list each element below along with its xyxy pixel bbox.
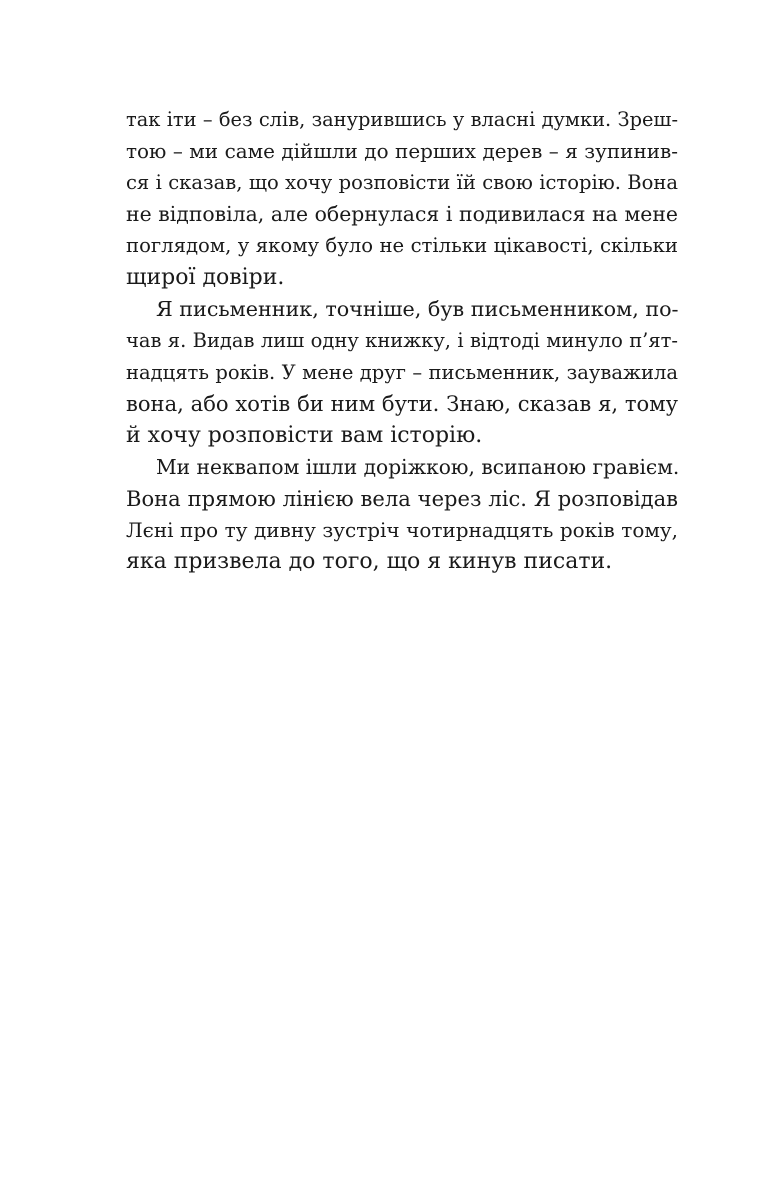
text-line: чав я. Видав лиш одну книжку, і відтоді минуло п’ят-	[126, 329, 678, 353]
text-line: Вона прямою лінією вела через ліс. Я розповідав	[126, 486, 678, 512]
text-line: Ми неквапом ішли доріжкою, всипаною гравієм.	[156, 454, 680, 479]
text-line: й хочу розповісти вам історію.	[126, 422, 483, 448]
text-line: надцять років. У мене друг – письменник, зауважила	[126, 360, 678, 384]
text-line: не відповіла, але обернулася і подивилася на мене	[126, 201, 678, 226]
paragraph-3	[126, 452, 678, 578]
text-line: поглядом, у якому було не стільки цікавості, скільки	[126, 234, 678, 258]
text-line: тою – ми саме дійшли до перших дерев – я зупинив-	[126, 138, 678, 163]
paragraph-2	[126, 294, 678, 452]
text-line: ся і сказав, що хочу розповісти їй свою історію. Вона	[126, 171, 678, 195]
paragraph-1	[126, 104, 678, 294]
text-line: так іти – без слів, занурившись у власні думки. Зреш-	[126, 108, 678, 131]
text-line: Я письменник, точніше, був письменником, по-	[156, 296, 679, 321]
text-line: вона, або хотів би ним бути. Знаю, сказав я, тому	[126, 391, 678, 417]
text-line: Лєні про ту дивну зустріч чотирнадцять років тому,	[126, 517, 678, 542]
text-line: щирої довіри.	[126, 264, 285, 290]
text-line: яка призвела до того, що я кинув писати.	[126, 549, 613, 575]
body-text	[126, 104, 678, 578]
